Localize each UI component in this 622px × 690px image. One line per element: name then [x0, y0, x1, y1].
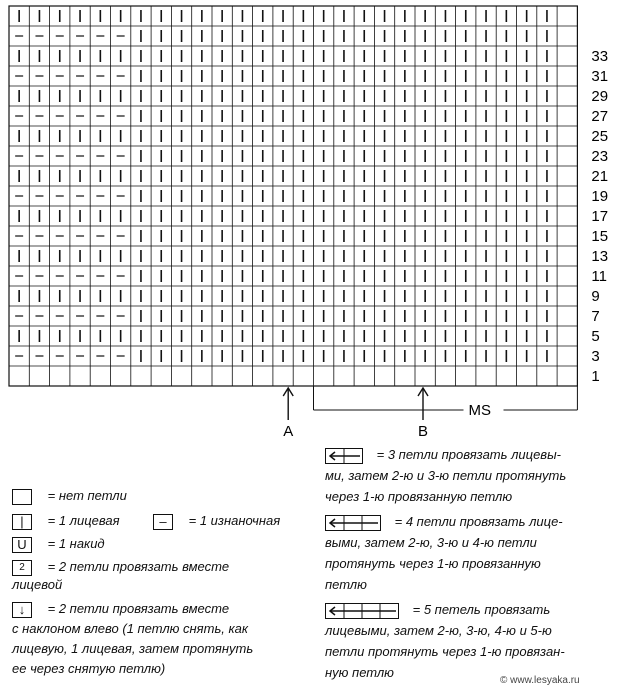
legend-ssk-l2: с наклоном влево (1 петлю снять, как	[12, 621, 249, 636]
legend-four: = 4 петли провязать лице-	[325, 513, 563, 531]
k2tog-icon: 2	[12, 560, 32, 576]
row-number: 1	[591, 368, 600, 385]
legend-purl: – = 1 изнаночная	[153, 512, 280, 530]
label-a: A	[283, 423, 294, 440]
label-ms: MS	[468, 402, 491, 419]
legend-five: = 5 петель провязать	[325, 601, 550, 619]
legend-ssk-l3: лицевую, 1 лицевая, затем протянуть	[12, 641, 254, 656]
row-number: 31	[591, 68, 609, 85]
row-number: 9	[591, 288, 600, 305]
row-number: 29	[591, 88, 609, 105]
legend-three-l2: ми, затем 2-ю и 3-ю петли протянуть	[325, 468, 567, 483]
row-number: 3	[591, 348, 600, 365]
four-stitch-icon	[325, 515, 381, 531]
row-number: 11	[591, 268, 607, 285]
legend-ssk: ↓ = 2 петли провязать вместе	[12, 600, 229, 618]
yarn-over-icon: U	[12, 537, 32, 553]
row-number: 19	[591, 188, 609, 205]
legend-k2tog-cont: лицевой	[12, 577, 63, 592]
legend-five-l2: лицевыми, затем 2-ю, 3-ю, 4-ю и 5-ю	[325, 623, 552, 638]
purl-icon: –	[153, 514, 173, 530]
legend-yo: U = 1 накид	[12, 535, 105, 553]
legend-four-l4: петлю	[325, 577, 367, 592]
row-number: 27	[591, 108, 609, 125]
ssk-icon: ↓	[12, 602, 32, 618]
row-number: 7	[591, 308, 600, 325]
row-number: 33	[591, 48, 609, 65]
legend-four-l3: протянуть через 1-ю провязанную	[325, 556, 541, 571]
label-b: B	[418, 423, 429, 440]
row-number: 5	[591, 328, 600, 345]
legend-three: = 3 петли провязать лицевы-	[325, 446, 561, 464]
row-number: 23	[591, 148, 609, 165]
knit-icon: |	[12, 514, 32, 530]
row-number: 13	[591, 248, 609, 265]
row-number: 21	[591, 168, 609, 185]
no-stitch-icon	[12, 489, 32, 505]
legend-ssk-l4: ее через снятую петлю)	[12, 661, 166, 676]
legend-no-stitch: = нет петли	[12, 487, 127, 505]
row-number: 25	[591, 128, 609, 145]
watermark: © www.lesyaka.ru	[500, 675, 580, 686]
legend-five-l3: петли протянуть через 1-ю провязан-	[325, 644, 565, 659]
legend-three-l3: через 1-ю провязанную петлю	[325, 489, 513, 504]
legend-k2tog: 2 = 2 петли провязать вместе	[12, 558, 229, 576]
row-number: 17	[591, 208, 609, 225]
legend-five-l4: ную петлю	[325, 665, 394, 680]
row-number: 15	[591, 228, 609, 245]
legend-four-l2: выми, затем 2-ю, 3-ю и 4-ю петли	[325, 535, 537, 550]
five-stitch-icon	[325, 603, 399, 619]
legend-knit: | = 1 лицевая	[12, 512, 120, 530]
three-stitch-icon	[325, 448, 363, 464]
